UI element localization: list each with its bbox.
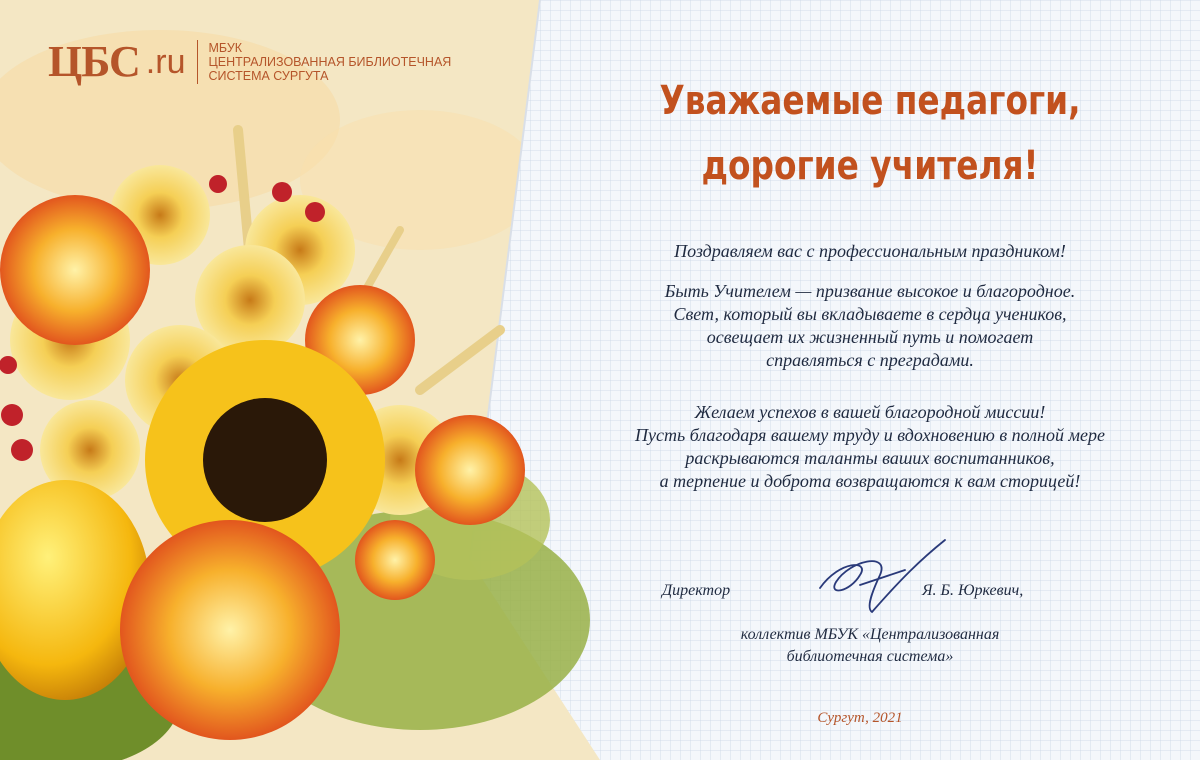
- logo-domain: .ru: [145, 43, 186, 81]
- logo-divider: [197, 40, 198, 84]
- greeting-text: Поздравляем вас с профессиональным праздником!: [674, 241, 1066, 261]
- heading-line-2: дорогие учителя!: [701, 143, 1039, 189]
- paragraph-1: Быть Учителем — призвание высокое и благородное. Свет, который вы вкладываете в сердца учеников, освещает их жизненный путь и помогает справляться с преградами.: [664, 281, 1076, 370]
- organization-name: МБУК ЦЕНТРАЛИЗОВАННАЯ БИБЛИОТЕЧНАЯ СИСТЕМА СУРГУТА: [208, 41, 452, 83]
- director-name: Я. Б. Юркевич,: [922, 582, 1024, 599]
- paragraph-2: Желаем успехов в вашей благородной миссии! Пусть благодаря вашему труду и вдохновению в полной мере раскрываются таланты ваших воспитанников, а терпение и доброта возвращаются к вам сторицей!: [635, 402, 1105, 491]
- heading-line-1: Уважаемые педагоги,: [659, 78, 1081, 124]
- team-signature: коллектив МБУК «Централизованная библиотечная система»: [740, 626, 1000, 665]
- library-logo[interactable]: [48, 37, 452, 86]
- place-and-date: Сургут, 2021: [817, 710, 903, 726]
- director-title: Директор: [662, 582, 731, 599]
- logo-mark: ЦБС: [48, 37, 140, 86]
